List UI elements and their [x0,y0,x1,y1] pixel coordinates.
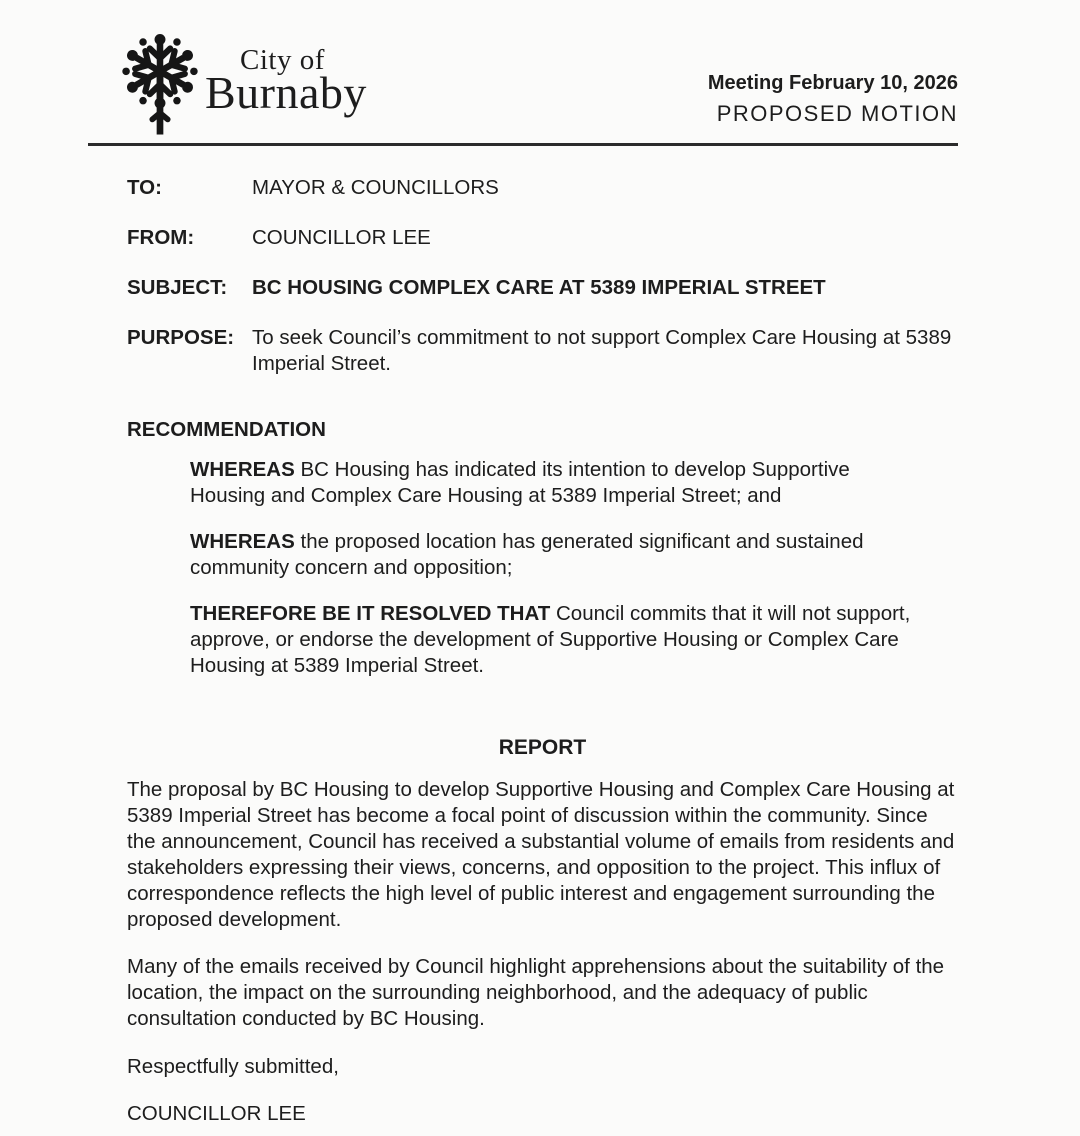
report-paragraph-1: The proposal by BC Housing to develop Supportive Housing and Complex Care Housing at 5389 Imperial Street has become a focal point of discussion within the community. Since the announcement, Council has received a substantial volume of emails from residents and stakeholders expressing their views, concerns, and opposition to the project. This influx of correspondence reflects the high level of public interest and engagement surrounding the proposed development. [127,778,955,931]
clause-lead: WHEREAS [190,458,295,481]
header-divider [88,143,958,146]
recommendation-section [127,417,958,679]
clause-lead: THEREFORE BE IT RESOLVED THAT [190,602,551,625]
memo-row-to [127,175,958,201]
closing-line: Respectfully submitted, [127,1055,339,1078]
clause-lead: WHEREAS [190,530,295,553]
logo-burnaby: Burnaby [205,67,367,118]
city-of-burnaby-logo [119,33,367,139]
clause-text: Council commits that it will not support, approve, or endorse the development of Supportive Housing or Complex Care Housing at 5389 Imperial Street. [190,602,911,677]
whereas-clause-2 [190,529,930,581]
memo-fields [127,175,958,377]
logo-city-of: City of [240,44,325,76]
memo-row-subject [127,275,958,301]
subject-value: BC HOUSING COMPLEX CARE AT 5389 IMPERIAL STREET [252,276,826,299]
logo-wordmark [205,33,367,139]
report-paragraph-2: Many of the emails received by Council highlight apprehensions about the suitability of the location, the impact on the surrounding neighborhood, and the adequacy of public consultation conducted by BC Housing. [127,955,945,1030]
from-label: FROM: [127,226,195,249]
document-header [127,0,958,139]
document-type-title: PROPOSED MOTION [716,101,958,126]
resolved-clause [190,601,930,679]
memo-row-from [127,225,958,251]
to-value: MAYOR & COUNCILLORS [252,176,499,199]
memo-row-purpose [127,325,958,377]
report-heading: REPORT [498,736,587,759]
to-label: TO: [127,176,162,199]
signature-name: COUNCILLOR LEE [127,1102,306,1125]
header-meta [708,33,958,127]
whereas-clause-1 [190,457,930,509]
clause-text: the proposed location has generated significant and sustained community concern and opposition; [190,530,864,579]
from-value: COUNCILLOR LEE [252,226,431,249]
purpose-label: PURPOSE: [127,326,235,349]
purpose-value: To seek Council’s commitment to not support Complex Care Housing at 5389 Imperial Street. [252,326,952,375]
burnaby-snowflake-tree-emblem-icon [119,33,201,139]
meeting-date: Meeting February 10, 2026 [707,72,958,94]
recommendation-heading: RECOMMENDATION [127,418,326,441]
report-section [127,735,958,1127]
subject-label: SUBJECT: [127,276,228,299]
clause-text: BC Housing has indicated its intention to develop Supportive Housing and Complex Care Housing at 5389 Imperial Street; and [190,458,850,507]
